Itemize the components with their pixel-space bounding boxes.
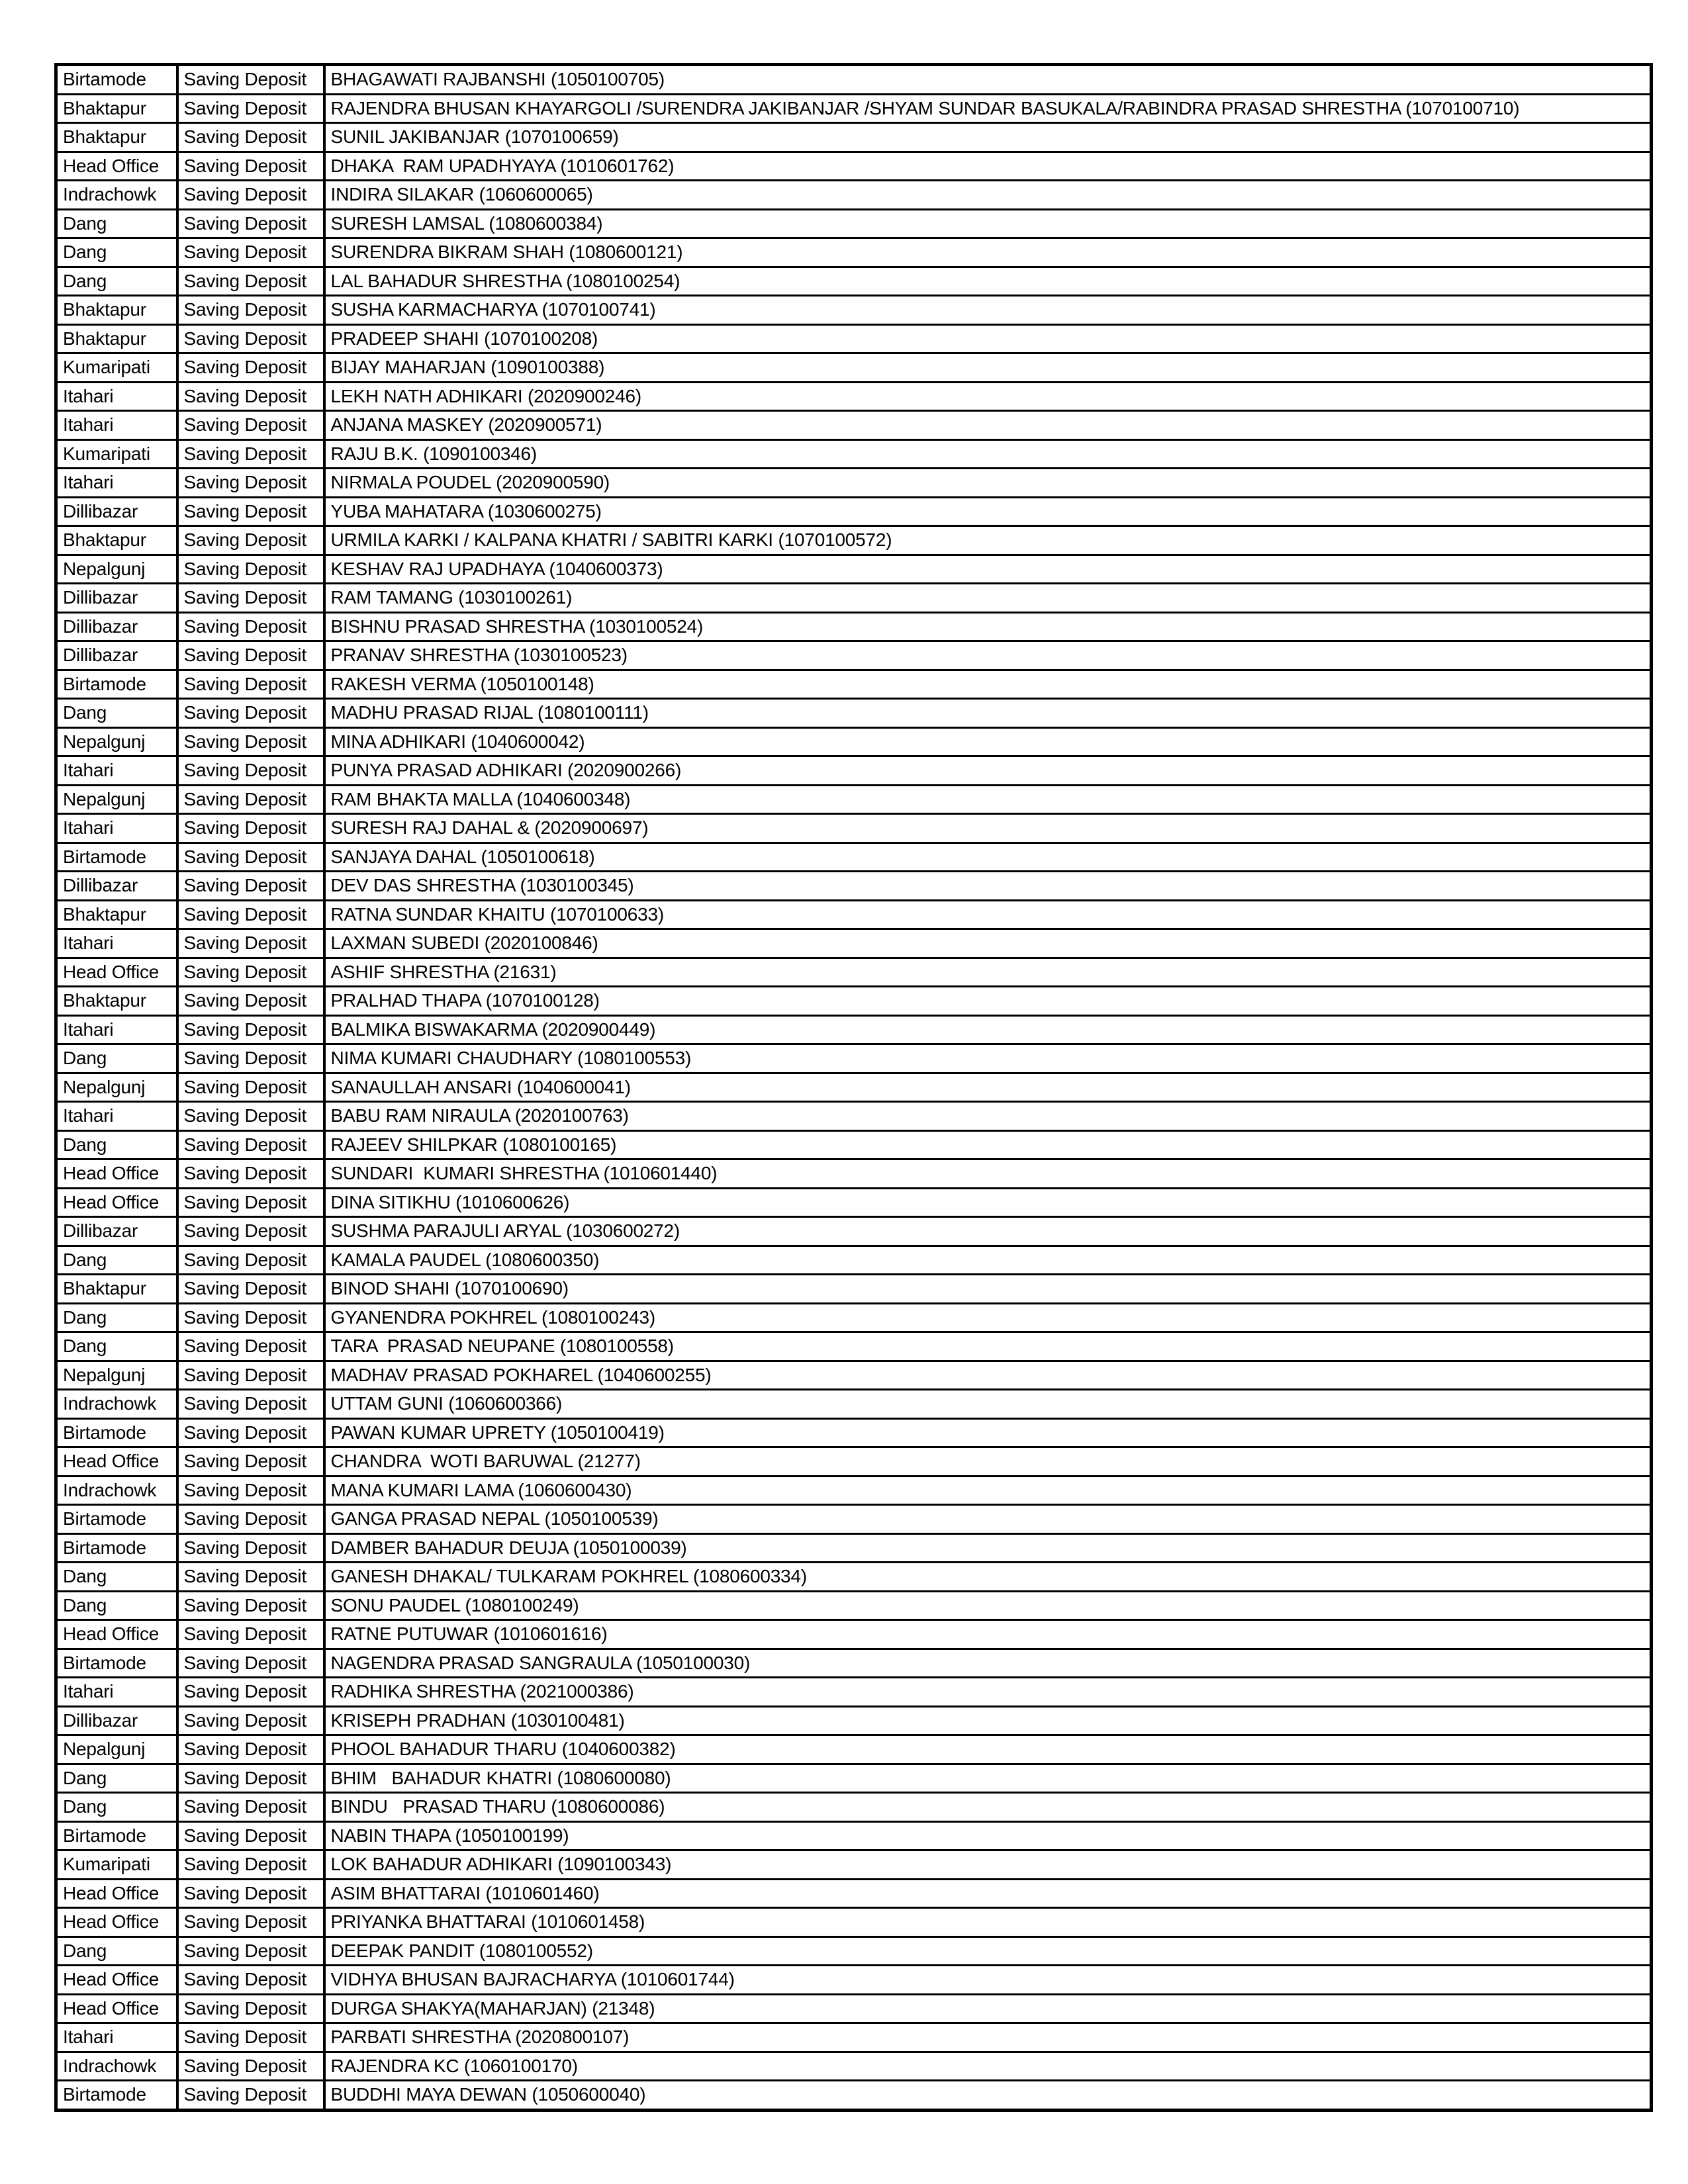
account-holder-cell: GYANENDRA POKHREL (1080100243): [324, 1303, 1652, 1332]
deposit-type-cell: Saving Deposit: [177, 65, 324, 95]
account-holder-cell: BABU RAM NIRAULA (2020100763): [324, 1102, 1652, 1131]
table-row: [56, 469, 1652, 498]
branch-cell: Head Office: [56, 1994, 177, 2023]
branch-cell: Head Office: [56, 1966, 177, 1995]
account-holder-cell: SURESH RAJ DAHAL & (2020900697): [324, 814, 1652, 843]
deposit-type-cell: Saving Deposit: [177, 1332, 324, 1361]
branch-cell: Itahari: [56, 469, 177, 498]
account-holder-cell: RAM TAMANG (1030100261): [324, 584, 1652, 613]
deposit-type-cell: Saving Deposit: [177, 1505, 324, 1534]
branch-cell: Indrachowk: [56, 1476, 177, 1505]
accounts-table-body: [56, 65, 1652, 2111]
table-row: [56, 65, 1652, 95]
deposit-type-cell: Saving Deposit: [177, 1735, 324, 1764]
branch-cell: Bhaktapur: [56, 296, 177, 325]
branch-cell: Dang: [56, 1130, 177, 1160]
deposit-type-cell: Saving Deposit: [177, 1015, 324, 1044]
branch-cell: Itahari: [56, 1102, 177, 1131]
branch-cell: Dillibazar: [56, 872, 177, 901]
deposit-type-cell: Saving Deposit: [177, 324, 324, 353]
table-row: [56, 1015, 1652, 1044]
table-row: [56, 209, 1652, 238]
table-row: [56, 1735, 1652, 1764]
branch-cell: Indrachowk: [56, 1390, 177, 1419]
deposit-type-cell: Saving Deposit: [177, 785, 324, 814]
table-row: [56, 382, 1652, 411]
deposit-type-cell: Saving Deposit: [177, 987, 324, 1016]
table-row: [56, 929, 1652, 958]
branch-cell: Birtamode: [56, 65, 177, 95]
table-row: [56, 324, 1652, 353]
table-row: [56, 1102, 1652, 1131]
account-holder-cell: MADHAV PRASAD POKHAREL (1040600255): [324, 1361, 1652, 1390]
table-row: [56, 1418, 1652, 1447]
account-holder-cell: CHANDRA WOTI BARUWAL (21277): [324, 1447, 1652, 1477]
table-row: [56, 958, 1652, 987]
branch-cell: Head Office: [56, 958, 177, 987]
account-holder-cell: BALMIKA BISWAKARMA (2020900449): [324, 1015, 1652, 1044]
table-row: [56, 670, 1652, 699]
table-row: [56, 1591, 1652, 1620]
branch-cell: Itahari: [56, 2023, 177, 2052]
deposit-type-cell: Saving Deposit: [177, 1994, 324, 2023]
branch-cell: Nepalgunj: [56, 555, 177, 584]
deposit-type-cell: Saving Deposit: [177, 1678, 324, 1707]
deposit-type-cell: Saving Deposit: [177, 1160, 324, 1189]
branch-cell: Head Office: [56, 1447, 177, 1477]
table-row: [56, 1994, 1652, 2023]
account-holder-cell: SANJAYA DAHAL (1050100618): [324, 842, 1652, 872]
deposit-type-cell: Saving Deposit: [177, 1188, 324, 1217]
table-row: [56, 1130, 1652, 1160]
deposit-type-cell: Saving Deposit: [177, 1246, 324, 1275]
deposit-type-cell: Saving Deposit: [177, 382, 324, 411]
deposit-type-cell: Saving Deposit: [177, 872, 324, 901]
branch-cell: Kumaripati: [56, 353, 177, 383]
deposit-type-cell: Saving Deposit: [177, 181, 324, 210]
branch-cell: Kumaripati: [56, 1850, 177, 1880]
table-row: [56, 1332, 1652, 1361]
deposit-type-cell: Saving Deposit: [177, 94, 324, 123]
deposit-type-cell: Saving Deposit: [177, 756, 324, 786]
table-row: [56, 2081, 1652, 2111]
table-row: [56, 1246, 1652, 1275]
branch-cell: Head Office: [56, 152, 177, 181]
branch-cell: Head Office: [56, 1160, 177, 1189]
table-row: [56, 584, 1652, 613]
table-row: [56, 2052, 1652, 2081]
table-row: [56, 756, 1652, 786]
table-row: [56, 814, 1652, 843]
branch-cell: Dang: [56, 1591, 177, 1620]
table-row: [56, 1850, 1652, 1880]
account-holder-cell: RAJENDRA BHUSAN KHAYARGOLI /SURENDRA JAKIBANJAR /SHYAM SUNDAR BASUKALA/RABINDRA PRASAD SHRESTHA (1070100710): [324, 94, 1652, 123]
account-holder-cell: BHIM BAHADUR KHATRI (1080600080): [324, 1764, 1652, 1793]
account-holder-cell: UTTAM GUNI (1060600366): [324, 1390, 1652, 1419]
table-row: [56, 1160, 1652, 1189]
branch-cell: Nepalgunj: [56, 1361, 177, 1390]
account-holder-cell: RADHIKA SHRESTHA (2021000386): [324, 1678, 1652, 1707]
branch-cell: Birtamode: [56, 670, 177, 699]
account-holder-cell: GANGA PRASAD NEPAL (1050100539): [324, 1505, 1652, 1534]
branch-cell: Bhaktapur: [56, 123, 177, 152]
deposit-type-cell: Saving Deposit: [177, 1303, 324, 1332]
table-row: [56, 900, 1652, 929]
table-row: [56, 987, 1652, 1016]
deposit-type-cell: Saving Deposit: [177, 1447, 324, 1477]
deposit-type-cell: Saving Deposit: [177, 526, 324, 555]
deposit-type-cell: Saving Deposit: [177, 267, 324, 296]
branch-cell: Birtamode: [56, 1821, 177, 1850]
account-holder-cell: NABIN THAPA (1050100199): [324, 1821, 1652, 1850]
table-row: [56, 612, 1652, 641]
branch-cell: Birtamode: [56, 1533, 177, 1563]
table-row: [56, 1390, 1652, 1419]
branch-cell: Bhaktapur: [56, 900, 177, 929]
account-holder-cell: BINOD SHAHI (1070100690): [324, 1275, 1652, 1304]
deposit-type-cell: Saving Deposit: [177, 1275, 324, 1304]
deposit-type-cell: Saving Deposit: [177, 670, 324, 699]
table-row: [56, 497, 1652, 526]
account-holder-cell: SUSHA KARMACHARYA (1070100741): [324, 296, 1652, 325]
table-row: [56, 1793, 1652, 1822]
deposit-type-cell: Saving Deposit: [177, 699, 324, 728]
branch-cell: Dang: [56, 238, 177, 267]
table-row: [56, 1447, 1652, 1477]
account-holder-cell: DINA SITIKHU (1010600626): [324, 1188, 1652, 1217]
deposit-type-cell: Saving Deposit: [177, 1361, 324, 1390]
branch-cell: Head Office: [56, 1908, 177, 1937]
table-row: [56, 353, 1652, 383]
branch-cell: Dang: [56, 699, 177, 728]
table-row: [56, 1879, 1652, 1908]
deposit-type-cell: Saving Deposit: [177, 1563, 324, 1592]
deposit-type-cell: Saving Deposit: [177, 1706, 324, 1735]
branch-cell: Dang: [56, 1303, 177, 1332]
branch-cell: Itahari: [56, 382, 177, 411]
branch-cell: Dang: [56, 1936, 177, 1966]
account-holder-cell: PARBATI SHRESTHA (2020800107): [324, 2023, 1652, 2052]
account-holder-cell: SONU PAUDEL (1080100249): [324, 1591, 1652, 1620]
account-holder-cell: RAM BHAKTA MALLA (1040600348): [324, 785, 1652, 814]
table-row: [56, 1936, 1652, 1966]
account-holder-cell: NIMA KUMARI CHAUDHARY (1080100553): [324, 1044, 1652, 1073]
account-holder-cell: DAMBER BAHADUR DEUJA (1050100039): [324, 1533, 1652, 1563]
branch-cell: Dang: [56, 1332, 177, 1361]
branch-cell: Birtamode: [56, 1418, 177, 1447]
branch-cell: Dang: [56, 1563, 177, 1592]
account-holder-cell: KRISEPH PRADHAN (1030100481): [324, 1706, 1652, 1735]
deposit-type-cell: Saving Deposit: [177, 1908, 324, 1937]
account-holder-cell: PRIYANKA BHATTARAI (1010601458): [324, 1908, 1652, 1937]
account-holder-cell: SUNIL JAKIBANJAR (1070100659): [324, 123, 1652, 152]
deposit-type-cell: Saving Deposit: [177, 152, 324, 181]
branch-cell: Itahari: [56, 814, 177, 843]
account-holder-cell: DHAKA RAM UPADHYAYA (1010601762): [324, 152, 1652, 181]
account-holder-cell: BINDU PRASAD THARU (1080600086): [324, 1793, 1652, 1822]
account-holder-cell: ASIM BHATTARAI (1010601460): [324, 1879, 1652, 1908]
deposit-type-cell: Saving Deposit: [177, 1879, 324, 1908]
account-holder-cell: SUSHMA PARAJULI ARYAL (1030600272): [324, 1217, 1652, 1246]
account-holder-cell: SANAULLAH ANSARI (1040600041): [324, 1073, 1652, 1102]
deposit-type-cell: Saving Deposit: [177, 1591, 324, 1620]
branch-cell: Birtamode: [56, 1649, 177, 1678]
table-row: [56, 842, 1652, 872]
table-row: [56, 1505, 1652, 1534]
branch-cell: Dang: [56, 1793, 177, 1822]
account-holder-cell: PRALHAD THAPA (1070100128): [324, 987, 1652, 1016]
deposit-type-cell: Saving Deposit: [177, 612, 324, 641]
deposit-type-cell: Saving Deposit: [177, 1850, 324, 1880]
deposit-type-cell: Saving Deposit: [177, 842, 324, 872]
branch-cell: Bhaktapur: [56, 94, 177, 123]
account-holder-cell: RAJU B.K. (1090100346): [324, 439, 1652, 469]
deposit-type-cell: Saving Deposit: [177, 1418, 324, 1447]
account-holder-cell: DURGA SHAKYA(MAHARJAN) (21348): [324, 1994, 1652, 2023]
account-holder-cell: RAJEEV SHILPKAR (1080100165): [324, 1130, 1652, 1160]
table-row: [56, 1361, 1652, 1390]
account-holder-cell: PHOOL BAHADUR THARU (1040600382): [324, 1735, 1652, 1764]
table-row: [56, 1649, 1652, 1678]
branch-cell: Dillibazar: [56, 641, 177, 670]
table-row: [56, 1620, 1652, 1649]
account-holder-cell: ASHIF SHRESTHA (21631): [324, 958, 1652, 987]
branch-cell: Head Office: [56, 1879, 177, 1908]
table-row: [56, 699, 1652, 728]
branch-cell: Nepalgunj: [56, 785, 177, 814]
deposit-type-cell: Saving Deposit: [177, 209, 324, 238]
table-row: [56, 1533, 1652, 1563]
account-holder-cell: RAJENDRA KC (1060100170): [324, 2052, 1652, 2081]
branch-cell: Itahari: [56, 756, 177, 786]
table-row: [56, 1073, 1652, 1102]
table-row: [56, 123, 1652, 152]
branch-cell: Dang: [56, 1246, 177, 1275]
table-row: [56, 1476, 1652, 1505]
table-row: [56, 1966, 1652, 1995]
account-holder-cell: KAMALA PAUDEL (1080600350): [324, 1246, 1652, 1275]
table-row: [56, 411, 1652, 440]
branch-cell: Itahari: [56, 411, 177, 440]
account-holder-cell: MINA ADHIKARI (1040600042): [324, 727, 1652, 756]
account-holder-cell: BIJAY MAHARJAN (1090100388): [324, 353, 1652, 383]
accounts-table: [54, 63, 1653, 2112]
deposit-type-cell: Saving Deposit: [177, 1073, 324, 1102]
branch-cell: Dillibazar: [56, 1217, 177, 1246]
account-holder-cell: LAXMAN SUBEDI (2020100846): [324, 929, 1652, 958]
table-row: [56, 439, 1652, 469]
deposit-type-cell: Saving Deposit: [177, 1793, 324, 1822]
deposit-type-cell: Saving Deposit: [177, 727, 324, 756]
table-row: [56, 1821, 1652, 1850]
table-row: [56, 641, 1652, 670]
table-row: [56, 1303, 1652, 1332]
account-holder-cell: DEV DAS SHRESTHA (1030100345): [324, 872, 1652, 901]
branch-cell: Head Office: [56, 1188, 177, 1217]
account-holder-cell: RATNE PUTUWAR (1010601616): [324, 1620, 1652, 1649]
deposit-type-cell: Saving Deposit: [177, 1044, 324, 1073]
table-row: [56, 296, 1652, 325]
table-row: [56, 181, 1652, 210]
branch-cell: Birtamode: [56, 2081, 177, 2111]
table-row: [56, 152, 1652, 181]
deposit-type-cell: Saving Deposit: [177, 411, 324, 440]
account-holder-cell: LOK BAHADUR ADHIKARI (1090100343): [324, 1850, 1652, 1880]
branch-cell: Itahari: [56, 929, 177, 958]
account-holder-cell: ANJANA MASKEY (2020900571): [324, 411, 1652, 440]
account-holder-cell: MADHU PRASAD RIJAL (1080100111): [324, 699, 1652, 728]
account-holder-cell: YUBA MAHATARA (1030600275): [324, 497, 1652, 526]
deposit-type-cell: Saving Deposit: [177, 238, 324, 267]
branch-cell: Dang: [56, 267, 177, 296]
table-row: [56, 94, 1652, 123]
deposit-type-cell: Saving Deposit: [177, 1764, 324, 1793]
table-row: [56, 1044, 1652, 1073]
deposit-type-cell: Saving Deposit: [177, 814, 324, 843]
deposit-type-cell: Saving Deposit: [177, 1620, 324, 1649]
deposit-type-cell: Saving Deposit: [177, 900, 324, 929]
account-holder-cell: SURESH LAMSAL (1080600384): [324, 209, 1652, 238]
branch-cell: Bhaktapur: [56, 324, 177, 353]
deposit-type-cell: Saving Deposit: [177, 123, 324, 152]
account-holder-cell: BUDDHI MAYA DEWAN (1050600040): [324, 2081, 1652, 2111]
table-row: [56, 555, 1652, 584]
deposit-type-cell: Saving Deposit: [177, 1102, 324, 1131]
branch-cell: Bhaktapur: [56, 526, 177, 555]
deposit-type-cell: Saving Deposit: [177, 929, 324, 958]
deposit-type-cell: Saving Deposit: [177, 353, 324, 383]
branch-cell: Birtamode: [56, 842, 177, 872]
deposit-type-cell: Saving Deposit: [177, 958, 324, 987]
account-holder-cell: BISHNU PRASAD SHRESTHA (1030100524): [324, 612, 1652, 641]
table-row: [56, 2023, 1652, 2052]
account-holder-cell: GANESH DHAKAL/ TULKARAM POKHREL (1080600334): [324, 1563, 1652, 1592]
deposit-type-cell: Saving Deposit: [177, 497, 324, 526]
branch-cell: Indrachowk: [56, 181, 177, 210]
branch-cell: Itahari: [56, 1678, 177, 1707]
deposit-type-cell: Saving Deposit: [177, 469, 324, 498]
account-holder-cell: KESHAV RAJ UPADHAYA (1040600373): [324, 555, 1652, 584]
deposit-type-cell: Saving Deposit: [177, 1649, 324, 1678]
deposit-type-cell: Saving Deposit: [177, 1966, 324, 1995]
account-holder-cell: MANA KUMARI LAMA (1060600430): [324, 1476, 1652, 1505]
deposit-type-cell: Saving Deposit: [177, 296, 324, 325]
deposit-type-cell: Saving Deposit: [177, 2023, 324, 2052]
branch-cell: Itahari: [56, 1015, 177, 1044]
branch-cell: Bhaktapur: [56, 1275, 177, 1304]
account-holder-cell: TARA PRASAD NEUPANE (1080100558): [324, 1332, 1652, 1361]
table-row: [56, 1908, 1652, 1937]
table-row: [56, 1678, 1652, 1707]
deposit-type-cell: Saving Deposit: [177, 2052, 324, 2081]
table-row: [56, 1706, 1652, 1735]
deposit-type-cell: Saving Deposit: [177, 584, 324, 613]
account-holder-cell: DEEPAK PANDIT (1080100552): [324, 1936, 1652, 1966]
branch-cell: Head Office: [56, 1620, 177, 1649]
table-row: [56, 872, 1652, 901]
deposit-type-cell: Saving Deposit: [177, 555, 324, 584]
account-holder-cell: SURENDRA BIKRAM SHAH (1080600121): [324, 238, 1652, 267]
account-holder-cell: PRANAV SHRESTHA (1030100523): [324, 641, 1652, 670]
table-row: [56, 526, 1652, 555]
deposit-type-cell: Saving Deposit: [177, 1533, 324, 1563]
account-holder-cell: SUNDARI KUMARI SHRESTHA (1010601440): [324, 1160, 1652, 1189]
branch-cell: Dang: [56, 209, 177, 238]
branch-cell: Indrachowk: [56, 2052, 177, 2081]
deposit-type-cell: Saving Deposit: [177, 1130, 324, 1160]
branch-cell: Bhaktapur: [56, 987, 177, 1016]
branch-cell: Dang: [56, 1764, 177, 1793]
branch-cell: Nepalgunj: [56, 727, 177, 756]
deposit-type-cell: Saving Deposit: [177, 1476, 324, 1505]
account-holder-cell: NAGENDRA PRASAD SANGRAULA (1050100030): [324, 1649, 1652, 1678]
deposit-type-cell: Saving Deposit: [177, 641, 324, 670]
branch-cell: Kumaripati: [56, 439, 177, 469]
branch-cell: Dillibazar: [56, 612, 177, 641]
branch-cell: Dillibazar: [56, 497, 177, 526]
branch-cell: Dillibazar: [56, 584, 177, 613]
deposit-type-cell: Saving Deposit: [177, 1936, 324, 1966]
branch-cell: Birtamode: [56, 1505, 177, 1534]
table-row: [56, 1275, 1652, 1304]
deposit-type-cell: Saving Deposit: [177, 1217, 324, 1246]
account-holder-cell: PAWAN KUMAR UPRETY (1050100419): [324, 1418, 1652, 1447]
account-holder-cell: INDIRA SILAKAR (1060600065): [324, 181, 1652, 210]
account-holder-cell: RATNA SUNDAR KHAITU (1070100633): [324, 900, 1652, 929]
table-row: [56, 1563, 1652, 1592]
account-holder-cell: PRADEEP SHAHI (1070100208): [324, 324, 1652, 353]
account-holder-cell: LEKH NATH ADHIKARI (2020900246): [324, 382, 1652, 411]
account-holder-cell: BHAGAWATI RAJBANSHI (1050100705): [324, 65, 1652, 95]
account-holder-cell: NIRMALA POUDEL (2020900590): [324, 469, 1652, 498]
table-row: [56, 1217, 1652, 1246]
deposit-type-cell: Saving Deposit: [177, 2081, 324, 2111]
deposit-type-cell: Saving Deposit: [177, 439, 324, 469]
account-holder-cell: LAL BAHADUR SHRESTHA (1080100254): [324, 267, 1652, 296]
branch-cell: Nepalgunj: [56, 1735, 177, 1764]
account-holder-cell: RAKESH VERMA (1050100148): [324, 670, 1652, 699]
table-row: [56, 1764, 1652, 1793]
table-row: [56, 1188, 1652, 1217]
table-row: [56, 727, 1652, 756]
deposit-type-cell: Saving Deposit: [177, 1390, 324, 1419]
account-holder-cell: VIDHYA BHUSAN BAJRACHARYA (1010601744): [324, 1966, 1652, 1995]
deposit-type-cell: Saving Deposit: [177, 1821, 324, 1850]
account-holder-cell: URMILA KARKI / KALPANA KHATRI / SABITRI KARKI (1070100572): [324, 526, 1652, 555]
account-holder-cell: PUNYA PRASAD ADHIKARI (2020900266): [324, 756, 1652, 786]
branch-cell: Dang: [56, 1044, 177, 1073]
branch-cell: Nepalgunj: [56, 1073, 177, 1102]
table-row: [56, 238, 1652, 267]
table-row: [56, 267, 1652, 296]
table-row: [56, 785, 1652, 814]
branch-cell: Dillibazar: [56, 1706, 177, 1735]
